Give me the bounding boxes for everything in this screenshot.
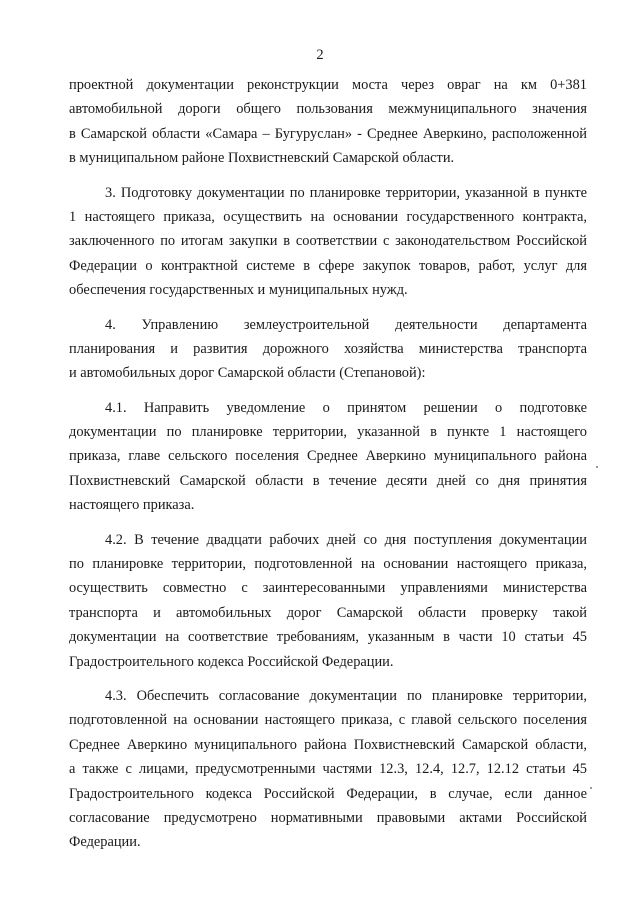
text-line: в муниципальном районе Похвистневский Самарской области. [69,150,455,167]
text-line: настоящего приказа. [69,497,195,514]
text-line: Федерации о контрактной системе в сфере закупок товаров, работ, услуг для [69,257,587,274]
text-line: 3. Подготовку документации по планировке территории, указанной в пункте [105,184,587,201]
paragraph-item-4 [69,313,587,386]
text-line: 1 настоящего приказа, осуществить на основании государственного контракта, [69,208,587,225]
text-line: 4.1. Направить уведомление о принятом решении о подготовке [105,399,587,416]
text-line: в Самарской области «Самара – Бугуруслан» - Среднее Аверкино, расположенной [69,125,587,142]
text-line: Федерации. [69,834,141,851]
text-line: а также с лицами, предусмотренными частями 12.3, 12.4, 12.7, 12.12 статьи 45 [69,761,587,778]
paragraph-item-4-1 [69,396,587,518]
text-line: 4.3. Обеспечить согласование документации по планировке территории, [105,687,587,704]
document-body [69,73,587,865]
scan-speck [596,466,598,468]
text-line: осуществить совместно с заинтересованными управлениями министерства [69,580,587,597]
text-line: Похвистневский Самарской области в течение десяти дней со дня принятия [69,472,587,489]
text-line: приказа, главе сельского поселения Среднее Аверкино муниципального района [69,448,587,465]
paragraph-item-4-3 [69,684,587,855]
paragraph-continuation [69,73,587,171]
text-line: транспорта и автомобильных дорог Самарской области проверку такой [69,604,587,621]
text-line: по планировке территории, подготовленной на основании настоящего приказа, [69,556,587,573]
text-line: согласование предусмотрено нормативными правовыми актами Российской [69,809,587,826]
paragraph-item-4-2 [69,528,587,674]
text-line: планирования и развития дорожного хозяйства министерства транспорта [69,340,587,357]
scan-speck [590,787,592,789]
text-line: и автомобильных дорог Самарской области (Степановой): [69,365,426,382]
paragraph-item-3 [69,181,587,303]
text-line: обеспечения государственных и муниципальных нужд. [69,282,408,299]
text-line: 4.2. В течение двадцати рабочих дней со дня поступления документации [105,531,587,548]
text-line: проектной документации реконструкции моста через овраг на км 0+381 [69,77,587,93]
text-line: Градостроительного кодекса Российской Федерации, в случае, если данное [69,785,587,802]
text-line: Градостроительного кодекса Российской Федерации. [69,653,394,670]
text-line: заключенного по итогам закупки в соответствии с законодательством Российской [69,233,587,250]
page-number: 2 [316,47,324,63]
text-line: подготовленной на основании настоящего приказа, с главой сельского поселения [69,712,587,729]
text-line: 4. Управлению землеустроительной деятельности департамента [105,316,587,333]
text-line: Среднее Аверкино муниципального района Похвистневский Самарской области, [69,736,587,753]
text-line: документации на соответствие требованиям, указанным в части 10 статьи 45 [69,629,587,646]
text-line: документации по планировке территории, указанной в пункте 1 настоящего [69,424,587,441]
text-line: автомобильной дороги общего пользования межмуниципального значения [69,101,587,118]
